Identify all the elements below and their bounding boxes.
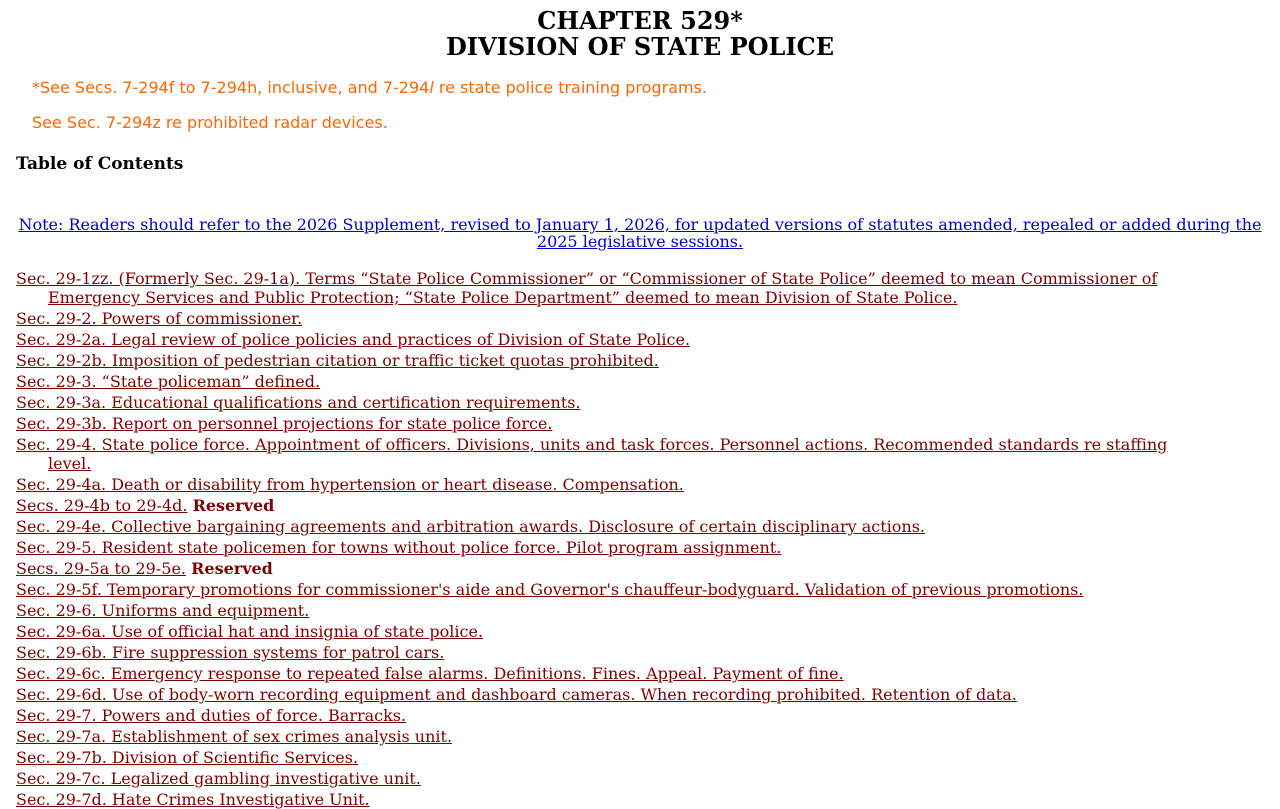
section-link[interactable]: Sec. 29-7c. Legalized gambling investigative unit. (16, 769, 421, 788)
section-item (16, 643, 1176, 662)
toc-heading: Table of Contents (16, 154, 184, 174)
section-item (16, 538, 1176, 557)
footnote-training-letter: l (429, 78, 434, 97)
section-item (16, 601, 1176, 620)
section-item (16, 330, 1176, 349)
section-item (16, 393, 1176, 412)
section-link[interactable]: Sec. 29-6c. Emergency response to repeated false alarms. Definitions. Fines. Appeal. Payment of fine. (16, 664, 844, 683)
section-link[interactable]: Sec. 29-2b. Imposition of pedestrian citation or traffic ticket quotas prohibited. (16, 351, 659, 370)
footnote-training-prefix: *See Secs. 7-294f to 7-294h, inclusive, and 7-294 (32, 78, 430, 97)
section-link[interactable]: Sec. 29-5. Resident state policemen for towns without police force. Pilot program assignment. (16, 538, 782, 557)
section-item (16, 414, 1176, 433)
footnote-training (32, 78, 1280, 98)
section-list (0, 269, 1176, 809)
section-link[interactable]: Secs. 29-5a to 29-5e. (16, 559, 186, 578)
section-link[interactable]: Sec. 29-4e. Collective bargaining agreements and arbitration awards. Disclosure of certain disciplinary actions. (16, 517, 926, 536)
section-link[interactable]: Sec. 29-5f. Temporary promotions for commissioner's aide and Governor's chauffeur-bodyguard. Validation of previous promotions. (16, 580, 1084, 599)
section-item (16, 580, 1176, 599)
section-item (16, 622, 1176, 641)
section-item (16, 706, 1176, 725)
section-item (16, 664, 1176, 683)
section-item (16, 269, 1176, 307)
section-link[interactable]: Sec. 29-7. Powers and duties of force. Barracks. (16, 706, 407, 725)
section-link[interactable]: Sec. 29-4. State police force. Appointment of officers. Divisions, units and task forces. Personnel actions. Recommended standards re staffing level. (16, 435, 1168, 473)
section-link[interactable]: Secs. 29-4b to 29-4d. (16, 496, 188, 515)
section-link[interactable]: Sec. 29-6a. Use of official hat and insignia of state police. (16, 622, 484, 641)
footnote-radar: See Sec. 7-294z re prohibited radar devices. (32, 113, 388, 132)
section-link[interactable]: Sec. 29-1zz. (Formerly Sec. 29-1a). Terms “State Police Commissioner” or “Commissioner of State Police” deemed to mean Commissioner of Emergency Services and Public Protection; “State Police Department” deemed to mean Division of State Police. (16, 269, 1158, 307)
chapter-name: DIVISION OF STATE POLICE (445, 32, 835, 61)
section-item (16, 475, 1176, 494)
footnote-training-suffix: re state police training programs. (433, 78, 707, 97)
section-item (16, 517, 1176, 536)
section-link[interactable]: Sec. 29-2a. Legal review of police policies and practices of Division of State Police. (16, 330, 691, 349)
section-link[interactable]: Sec. 29-3. “State policeman” defined. (16, 372, 321, 391)
section-item (16, 559, 1176, 578)
section-item (16, 685, 1176, 704)
section-item (16, 372, 1176, 391)
supplement-note-link[interactable]: Note: Readers should refer to the 2026 Supplement, revised to January 1, 2026, for updated versions of statutes amended, repealed or added during the 2025 legislative sessions. (18, 215, 1262, 251)
section-link[interactable]: Sec. 29-3b. Report on personnel projections for state police force. (16, 414, 553, 433)
section-item (16, 748, 1176, 767)
reserved-label: Reserved (192, 496, 275, 515)
section-link[interactable]: Sec. 29-7a. Establishment of sex crimes analysis unit. (16, 727, 453, 746)
section-link[interactable]: Sec. 29-6d. Use of body-worn recording equipment and dashboard cameras. When recording prohibited. Retention of data. (16, 685, 1017, 704)
section-link[interactable]: Sec. 29-3a. Educational qualifications and certification requirements. (16, 393, 581, 412)
section-link[interactable]: Sec. 29-2. Powers of commissioner. (16, 309, 303, 328)
section-item (16, 309, 1176, 328)
section-link[interactable]: Sec. 29-4a. Death or disability from hypertension or heart disease. Compensation. (16, 475, 684, 494)
section-link[interactable]: Sec. 29-7b. Division of Scientific Services. (16, 748, 359, 767)
section-link[interactable]: Sec. 29-6b. Fire suppression systems for patrol cars. (16, 643, 445, 662)
chapter-title (0, 8, 1280, 60)
reserved-label: Reserved (191, 559, 273, 578)
section-item (16, 435, 1176, 473)
section-item (16, 496, 1176, 515)
section-item (16, 727, 1176, 746)
section-link[interactable]: Sec. 29-7d. Hate Crimes Investigative Unit. (16, 790, 370, 809)
supplement-note (16, 216, 1264, 250)
section-link[interactable]: Sec. 29-6. Uniforms and equipment. (16, 601, 310, 620)
chapter-number: CHAPTER 529* (537, 6, 743, 35)
section-item (16, 351, 1176, 370)
section-item (16, 769, 1176, 788)
